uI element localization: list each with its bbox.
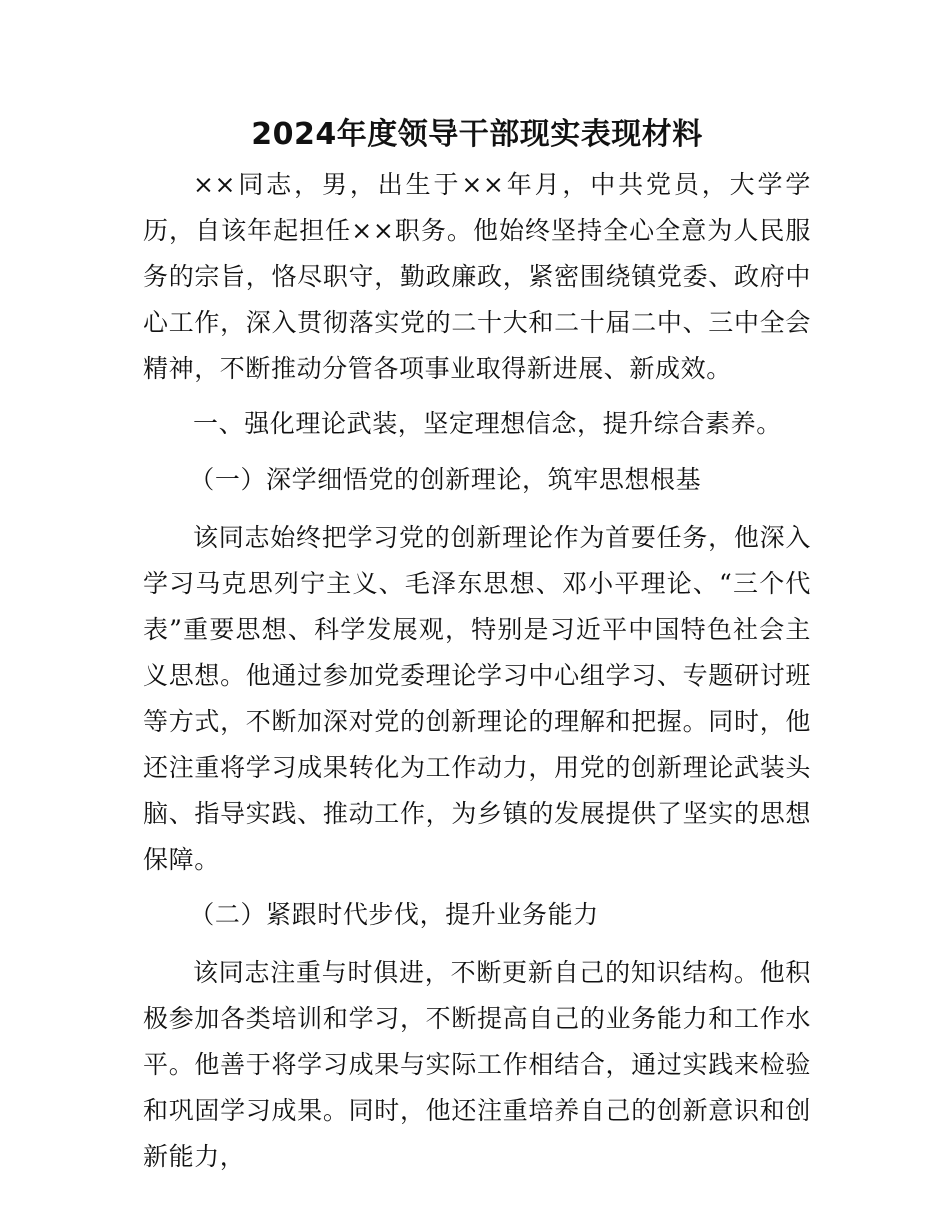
- subsection-heading-2: （二）紧跟时代步伐，提升业务能力: [189, 900, 599, 929]
- body-paragraph-2: 该同志注重与时俱进，不断更新自己的知识结构。他积极参加各类培训和学习，不断提高自己的业务能力和工作水平。他善于将学习成果与实际工作相结合，通过实践来检验和巩固学习成果。同时，他还注重培养自己的创新意识和创新能力，: [143, 958, 811, 1171]
- section-heading-1: 一、强化理论武装，坚定理想信念，提升综合素养。: [193, 409, 782, 438]
- body-paragraph-1: 该同志始终把学习党的创新理论作为首要任务，他深入学习马克思列宁主义、毛泽东思想、邓小平理论、“三个代表”重要思想、科学发展观，特别是习近平中国特色社会主义思想。他通过参加党委理论学习中心组学习、专题研讨班等方式，不断加深对党的创新理论的理解和把握。同时，他还注重将学习成果转化为工作动力，用党的创新理论武装头脑、指导实践、推动工作，为乡镇的发展提供了坚实的思想保障。: [143, 523, 811, 874]
- subsection-heading-1: （一）深学细悟党的创新理论，筑牢思想根基: [189, 465, 702, 494]
- document-title: 2024年度领导干部现实表现材料: [251, 117, 703, 152]
- intro-paragraph: ××同志，男，出生于××年月，中共党员，大学学历，自该年起担任××职务。他始终坚持全心全意为人民服务的宗旨，恪尽职守，勤政廉政，紧密围绕镇党委、政府中心工作，深入贯彻落实党的二十大和二十届二中、三中全会精神，不断推动分管各项事业取得新进展、新成效。: [143, 170, 811, 383]
- document-page: [143, 110, 811, 1189]
